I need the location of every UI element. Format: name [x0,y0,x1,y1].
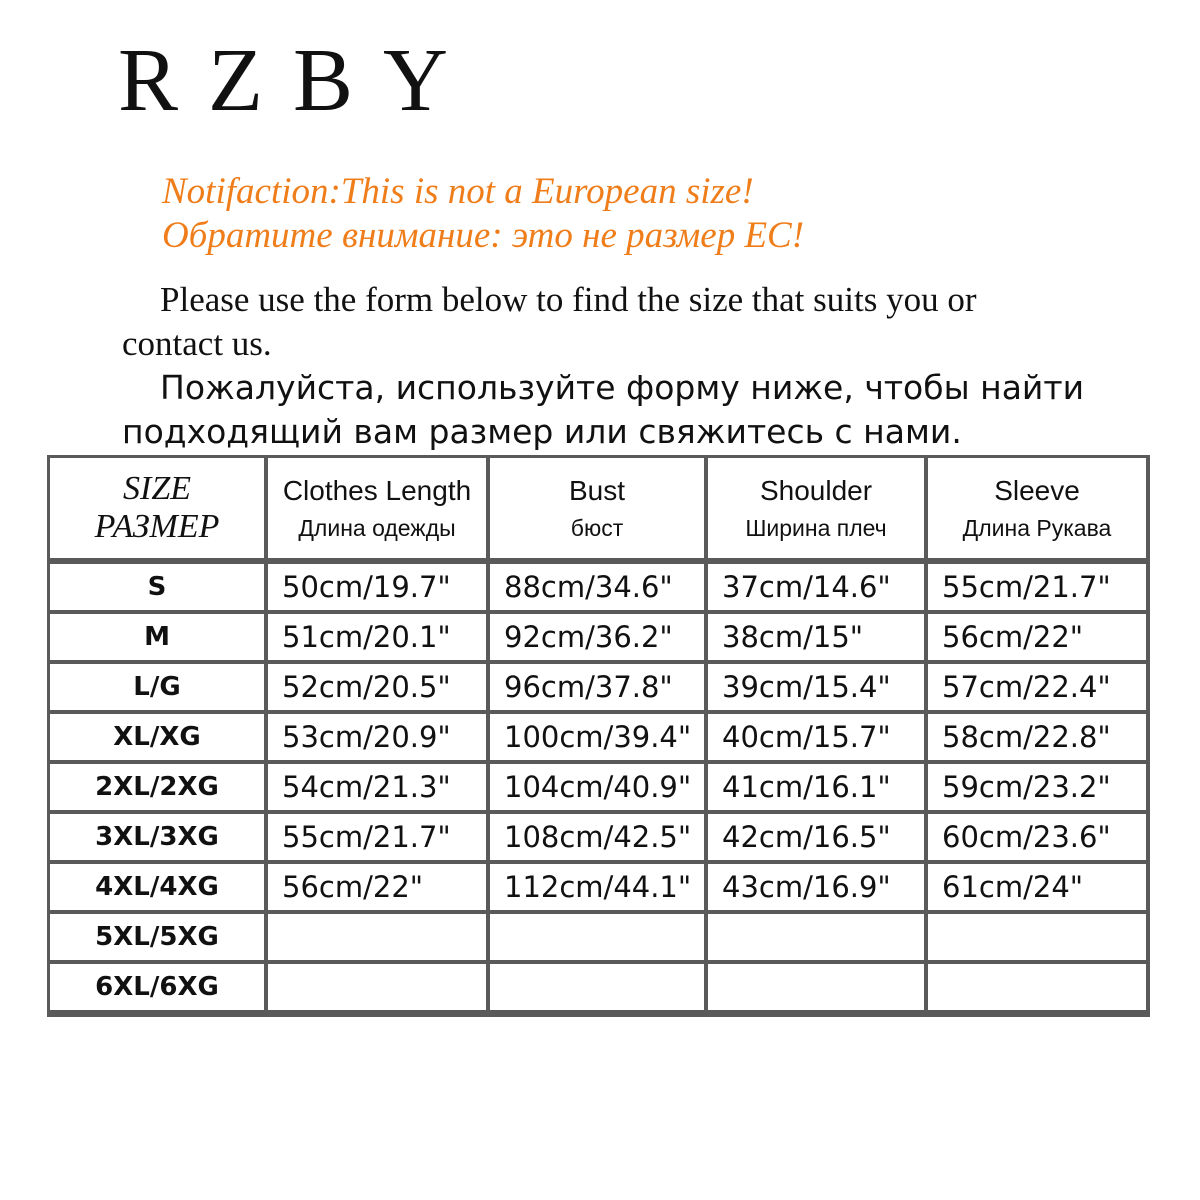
bust-header [490,458,708,564]
column-header-english: Shoulder [759,475,873,506]
shoulder-value: 41cm/16.1" [708,764,928,814]
table-header-row [50,458,1150,564]
bust-value: 104cm/40.9" [490,764,708,814]
size-header-english: SIZE [123,470,191,507]
column-header-english: Bust [568,475,626,506]
size-label: 3XL/3XG [50,814,268,864]
bust-value: 100cm/39.4" [490,714,708,764]
sleeve-value: 61cm/24" [928,864,1150,914]
size-label: S [50,564,268,614]
clothes-length-value: 51cm/20.1" [268,614,490,664]
sleeve-value: 59cm/23.2" [928,764,1150,814]
size-label: M [50,614,268,664]
size-label: 5XL/5XG [50,914,268,964]
intro-english-line-2: contact us. [122,324,272,363]
size-label: 6XL/6XG [50,964,268,1014]
sleeve-value: 57cm/22.4" [928,664,1150,714]
table-row [50,864,1150,914]
intro-russian [122,366,1172,454]
table-row [50,914,1150,964]
size-header-russian: РАЗМЕР [94,508,220,545]
notice-russian: Обратите внимание: это не размер ЕС! [162,215,805,256]
column-header-russian: Длина одежды [298,515,456,541]
notice-english: Notifaction:This is not a European size! [162,171,754,212]
shoulder-header [708,458,928,564]
bust-value: 88cm/34.6" [490,564,708,614]
table-row [50,764,1150,814]
intro-russian-line-1: Пожалуйста, используйте форму ниже, чтобы найти [160,368,1085,407]
size-notice [162,170,1162,258]
size-label: 4XL/4XG [50,864,268,914]
table-row [50,964,1150,1014]
column-header-english: Sleeve [994,475,1080,506]
clothes-length-value: 52cm/20.5" [268,664,490,714]
sleeve-value [928,964,1150,1014]
table-row [50,814,1150,864]
clothes-length-value: 55cm/21.7" [268,814,490,864]
bust-value: 108cm/42.5" [490,814,708,864]
sleeve-value: 60cm/23.6" [928,814,1150,864]
clothes-length-header [268,458,490,564]
column-header-russian: бюст [570,515,624,541]
column-header-russian: Ширина плеч [745,515,887,541]
sleeve-value: 58cm/22.8" [928,714,1150,764]
intro-english [122,278,1122,366]
shoulder-value: 42cm/16.5" [708,814,928,864]
size-table [47,455,1150,1017]
size-label: L/G [50,664,268,714]
bust-value: 92cm/36.2" [490,614,708,664]
size-label: 2XL/2XG [50,764,268,814]
clothes-length-value [268,964,490,1014]
shoulder-value [708,914,928,964]
column-header-russian: Длина Рукава [962,515,1112,541]
sleeve-value [928,914,1150,964]
shoulder-value: 37cm/14.6" [708,564,928,614]
shoulder-value: 38cm/15" [708,614,928,664]
size-label: XL/XG [50,714,268,764]
brand-logo: RZBY [118,31,479,130]
shoulder-value: 40cm/15.7" [708,714,928,764]
size-column-header [50,458,268,564]
intro-english-line-1: Please use the form below to find the size that suits you or [160,280,977,319]
bust-value: 96cm/37.8" [490,664,708,714]
clothes-length-value [268,914,490,964]
sleeve-header [928,458,1150,564]
table-row [50,614,1150,664]
sleeve-value: 55cm/21.7" [928,564,1150,614]
intro-russian-line-2: подходящий вам размер или свяжитесь с нами. [122,412,962,451]
sleeve-value: 56cm/22" [928,614,1150,664]
clothes-length-value: 54cm/21.3" [268,764,490,814]
shoulder-value [708,964,928,1014]
column-header-english: Clothes Length [282,475,472,506]
table-row [50,664,1150,714]
clothes-length-value: 56cm/22" [268,864,490,914]
table-row [50,564,1150,614]
bust-value [490,914,708,964]
bust-value: 112cm/44.1" [490,864,708,914]
shoulder-value: 43cm/16.9" [708,864,928,914]
table-row [50,714,1150,764]
shoulder-value: 39cm/15.4" [708,664,928,714]
clothes-length-value: 50cm/19.7" [268,564,490,614]
clothes-length-value: 53cm/20.9" [268,714,490,764]
bust-value [490,964,708,1014]
